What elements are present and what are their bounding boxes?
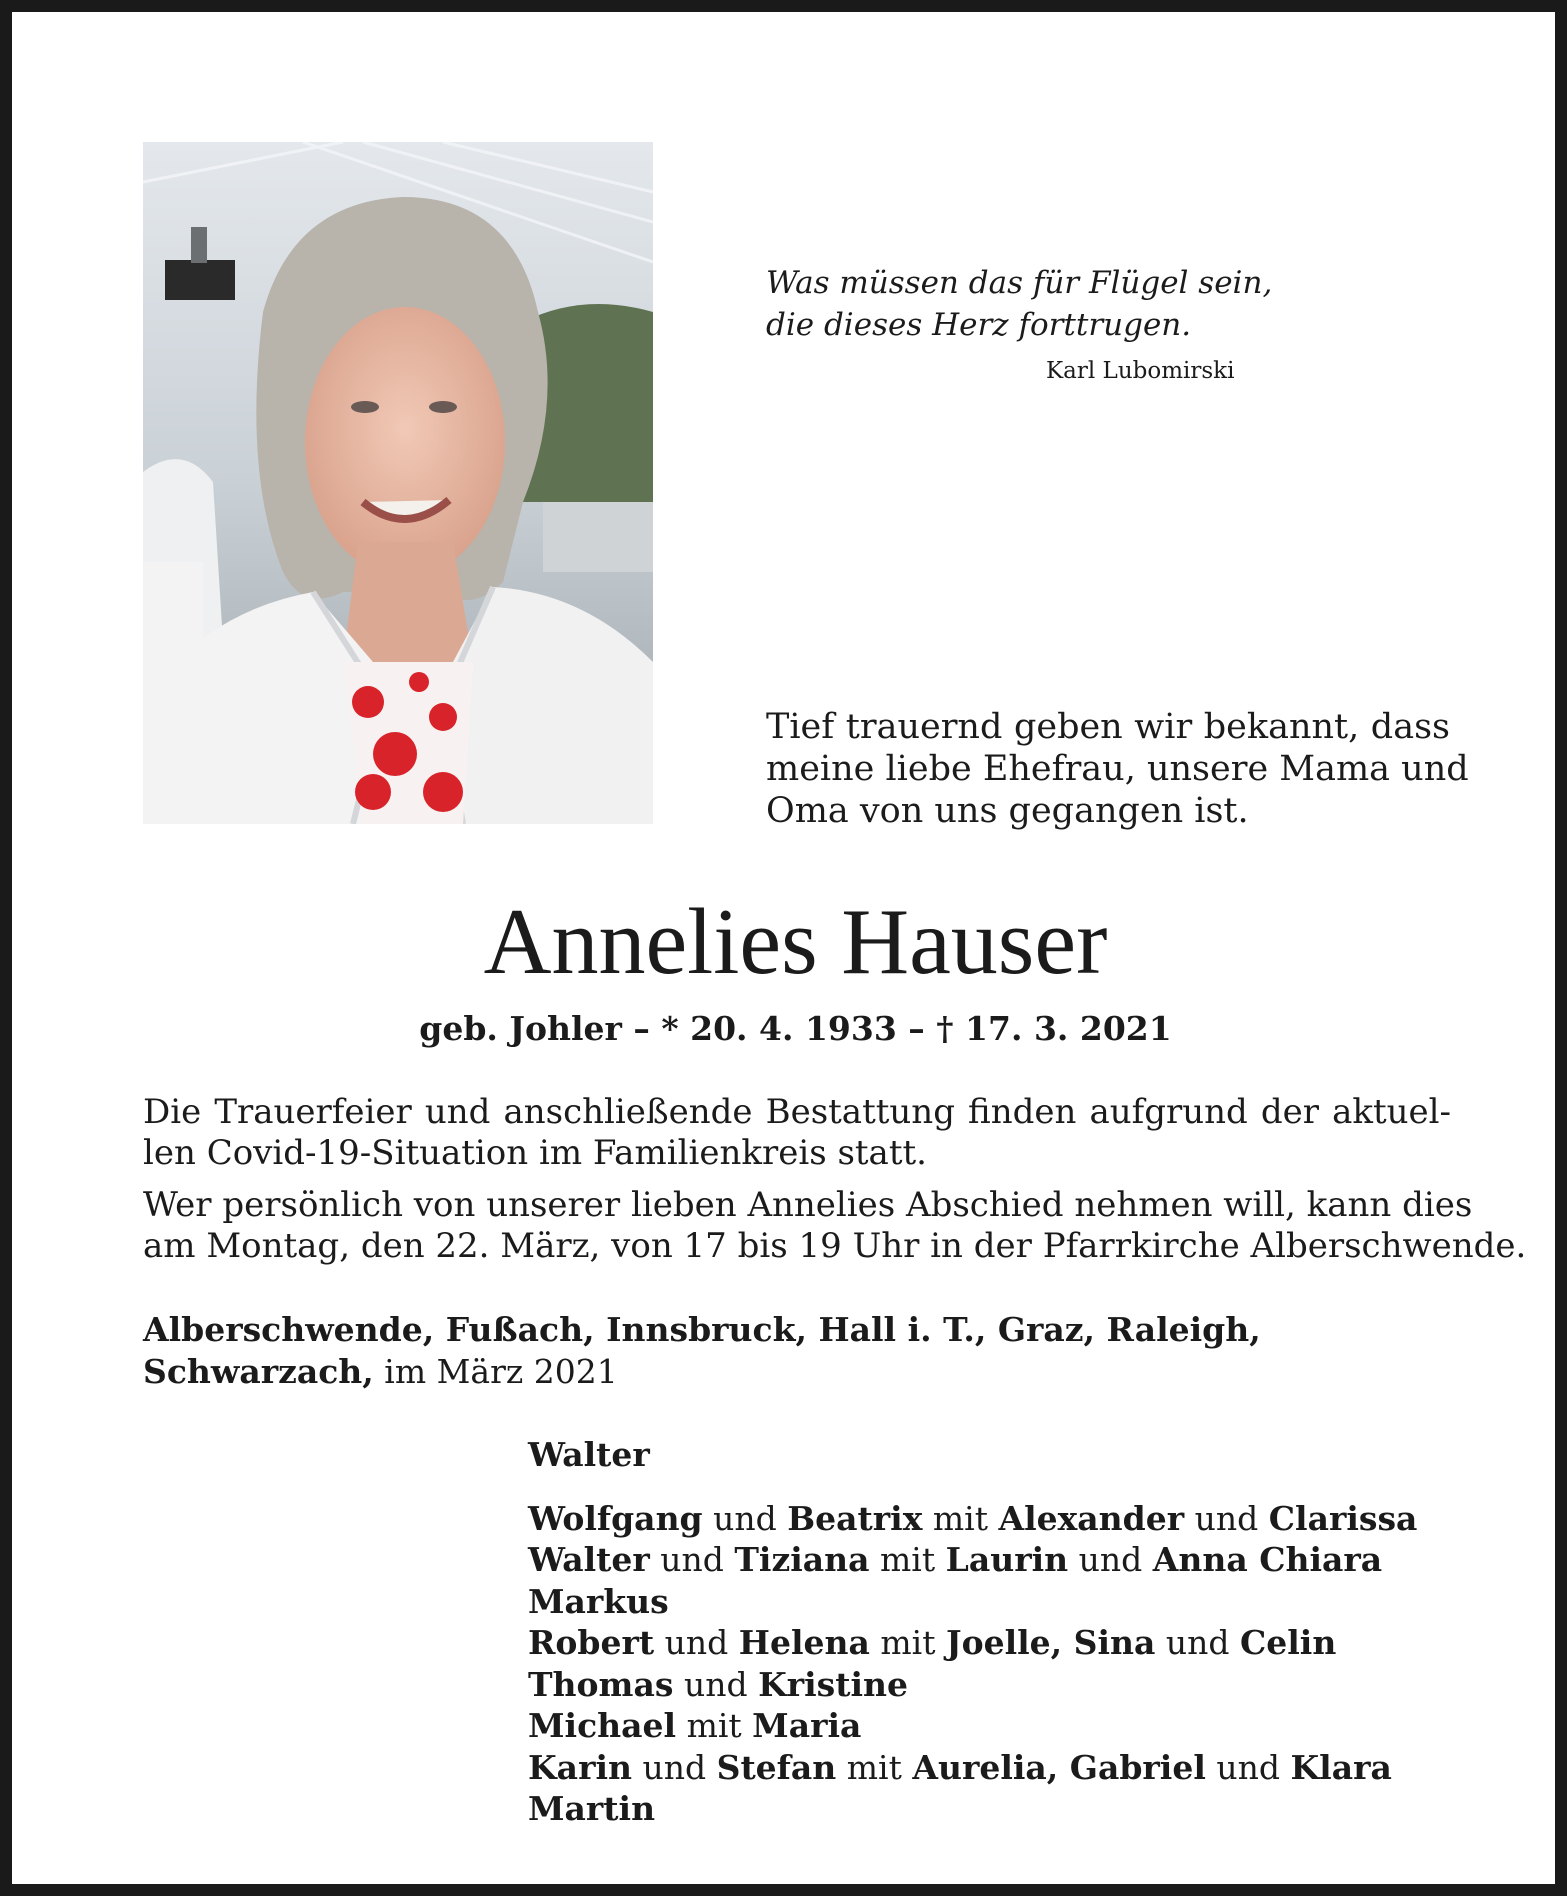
quote-line: Was müssen das für Flügel sein, [766,265,1273,301]
farewell-info-paragraph [143,1185,1527,1267]
connector-word: und [1155,1623,1240,1662]
mourner-name: Aurelia, Gabriel [912,1747,1206,1787]
mourner-row [528,1539,1468,1581]
mourner-name: Joelle, Sina [945,1623,1156,1662]
connector-word: mit [836,1747,913,1787]
mourner-row [528,1581,1468,1623]
places-line: Alberschwende, Fußach, Innsbruck, Hall i. T., Graz, Raleigh, [143,1310,1261,1349]
mourner-row [528,1498,1468,1540]
mourner-row [528,1622,1468,1664]
mourner-name: Stefan [716,1747,837,1787]
mourner-name: Walter [528,1540,650,1579]
paragraph-line: Wer persönlich von unserer lieben Annelies Abschied nehmen will, kann dies [143,1185,1473,1225]
announcement-line: Tief trauernd geben wir bekannt, dass [766,707,1450,747]
mourner-name: Klara [1290,1747,1392,1787]
mourner-name: Celin [1240,1623,1337,1662]
mourner-name: Anna Chiara [1152,1540,1383,1579]
connector-word: mit [922,1498,999,1538]
quote-line: die dieses Herz forttrugen. [766,307,1192,343]
mourner-row [528,1664,1468,1706]
mourner-name: Karin [528,1747,632,1787]
connector-word: und [1205,1747,1291,1787]
connector-word: und [702,1498,788,1538]
paragraph-line: len Covid-19-Situation im Familienkreis statt. [143,1133,927,1173]
mourner-name: Clarissa [1268,1498,1418,1538]
mourner-row [528,1747,1468,1789]
connector-word: mit [676,1706,753,1745]
announcement-text [766,706,1469,832]
mourner-name: Markus [528,1581,669,1621]
mourner-row [528,1705,1468,1747]
mourner-name: Helena [738,1623,870,1662]
connector-word: und [1068,1540,1153,1579]
places-and-date [143,1309,1343,1393]
epigraph-quote [766,262,1286,384]
portrait-photo [143,142,653,824]
mourners-list [528,1434,1468,1830]
connector-word: und [631,1747,717,1787]
mourner-name: Robert [528,1623,655,1662]
mourner-name: Michael [528,1706,677,1745]
paragraph-line: am Montag, den 22. März, von 17 bis 19 Uhr in der Pfarrkirche Alberschwende. [143,1226,1527,1266]
mourner-name: Maria [752,1706,862,1745]
connector-word: und [673,1664,759,1704]
funeral-info-paragraph [143,1092,1451,1174]
quote-author: Karl Lubomirski [1046,358,1235,384]
date-text: im März 2021 [373,1352,618,1391]
announcement-line: Oma von uns gegangen ist. [766,791,1249,831]
connector-word: mit [869,1623,946,1662]
mourner-spouse: Walter [528,1435,650,1474]
connector-word: und [1184,1498,1269,1538]
mourner-name: Thomas [528,1664,674,1704]
mourner-name: Beatrix [787,1498,923,1538]
paragraph-line: Die Trauerfeier und anschließende Bestattung finden aufgrund der aktuel- [143,1092,1451,1132]
mourner-name: Kristine [758,1664,909,1704]
mourner-name: Wolfgang [528,1498,703,1538]
life-dates: geb. Johler – * 20. 4. 1933 – † 17. 3. 2021 [419,1009,1172,1048]
connector-word: und [654,1623,739,1662]
connector-word: und [649,1540,735,1579]
deceased-name: Annelies Hauser [483,890,1108,994]
mourner-name: Laurin [945,1540,1069,1579]
mourner-rows [528,1498,1468,1830]
places-line [143,1351,1343,1393]
mourner-row [528,1788,1468,1830]
spacer [528,1476,1468,1498]
mourner-name: Martin [528,1789,656,1828]
mourner-name: Tiziana [734,1540,870,1579]
portrait-illustration [143,142,653,824]
announcement-line: meine liebe Ehefrau, unsere Mama und [766,749,1469,789]
places-bold: Schwarzach, [143,1352,374,1391]
connector-word: mit [869,1540,946,1579]
mourner-name: Alexander [998,1498,1185,1538]
